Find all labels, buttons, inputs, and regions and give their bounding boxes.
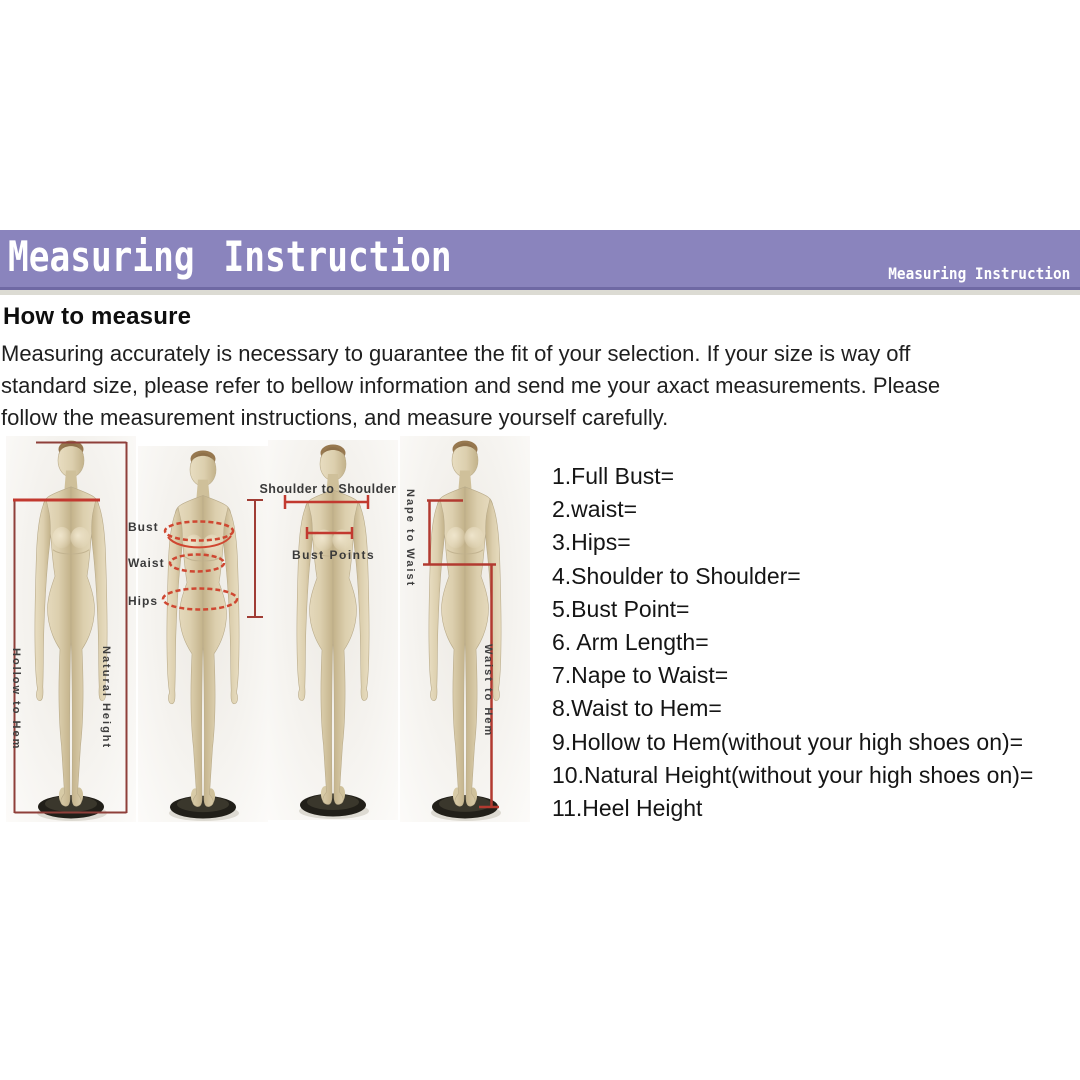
measurement-item: 5.Bust Point= [552,595,690,622]
measurement-item: 1.Full Bust= [552,463,675,489]
paragraph-line: follow the measurement instructions, and measure yourself carefully. [1,405,669,430]
how-to-measure-heading: How to measure [3,303,192,330]
intro-paragraph [1,338,940,434]
measurement-item: 8.Waist to Hem= [552,695,722,722]
measurement-item: 2.waist= [552,496,638,523]
measurement-item: 7.Nape to Waist= [552,662,729,689]
banner-corner-label: Measuring Instruction [887,264,1070,283]
banner-title: Measuring Instruction [8,232,452,281]
mannequin-photo-4 [400,436,530,822]
paragraph-line: Measuring accurately is necessary to guarantee the fit of your selection. If your size is way off [1,341,911,366]
measurement-item: 6. Arm Length= [552,629,709,656]
banner [0,230,1080,290]
paragraph-line: standard size, please refer to bellow information and send me your axact measurements. Please [1,373,941,398]
shoulder-to-shoulder-label: Shoulder to Shoulder [259,482,397,496]
bust-label: Bust [128,520,159,534]
measurement-list [552,460,1033,825]
hollow-to-hem-label: Hollow to Hem [10,648,22,751]
measurement-item: 4.Shoulder to Shoulder= [552,562,801,589]
measurement-item: 3.Hips= [552,529,631,556]
bust-points-label: Bust Points [292,548,376,562]
nape-to-waist-label: Nape to Waist [404,489,416,588]
waist-label: Waist [128,556,165,570]
mannequin-photo-3 [268,440,398,820]
mannequin-photo-1 [6,436,136,822]
measurement-item: 11.Heel Height [552,795,703,822]
measurement-item: 9.Hollow to Hem(without your high shoes on)= [552,728,1024,755]
mannequin-photo-2 [138,446,268,822]
hips-label: Hips [128,594,159,608]
natural-height-label: Natural Height [100,646,112,750]
waist-to-hem-label: Waist to Hem [482,644,494,738]
measurement-item: 10.Natural Height(without your high shoes on)= [552,761,1034,788]
